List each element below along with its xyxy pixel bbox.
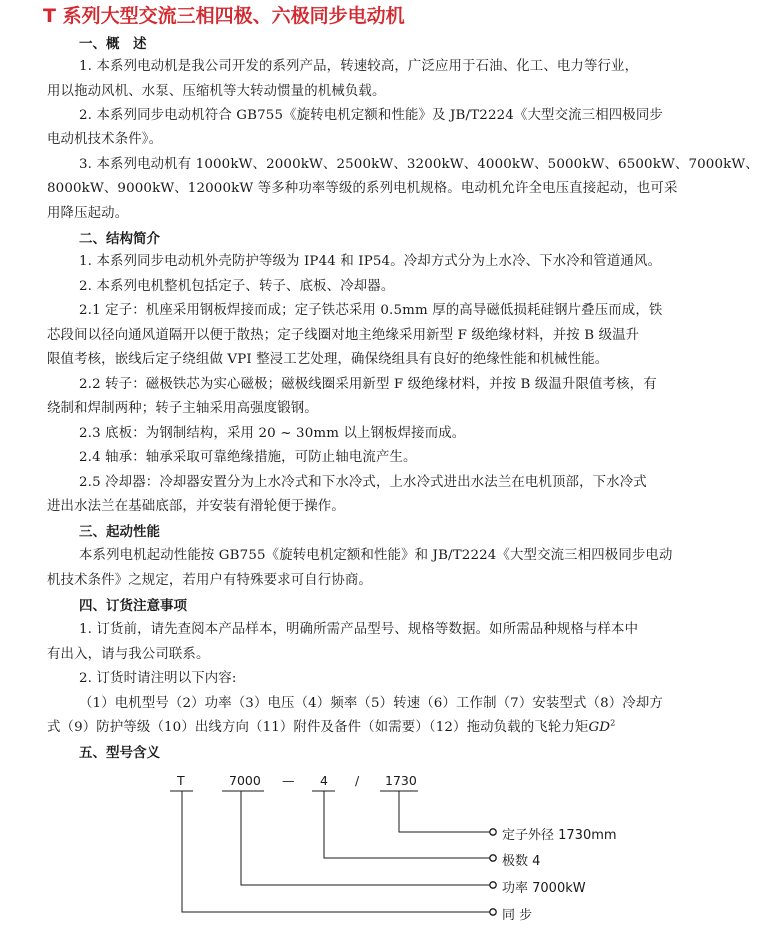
ordering-items-text: 式（9）防护等级（10）出线方向（11）附件及备件（如需要）（12）拖动负载的飞轮力矩: [47, 720, 589, 735]
baseplate-line: 2.3 底板：为钢制结构，采用 20 ~ 30mm 以上钢板焊接而成。: [79, 426, 466, 441]
flywheel-torque-exponent: 2: [610, 718, 616, 728]
bullet-sync: [490, 909, 496, 915]
ordering-paragraph-1-line-1: 1. 订货前，请先查阅本产品样本，明确所需产品型号、规格等数据。如所需品种规格与样本中: [79, 622, 639, 637]
page-title: T 系列大型交流三相四极、六极同步电动机: [43, 5, 405, 27]
section-heading-overview: 一、概 述: [79, 36, 147, 52]
ordering-paragraph-2: 2. 订货时请注明以下内容:: [79, 671, 237, 686]
label-power: 功率 7000kW: [502, 881, 586, 896]
stator-line-3: 限值考核，嵌线后定子绕组做 VPI 整浸工艺处理，确保绕组具有良好的绝缘性能和机械性能。: [47, 352, 609, 367]
overview-paragraph-1-line-1: 1. 本系列电动机是我公司开发的系列产品，转速较高，广泛应用于石油、化工、电力等行业，: [79, 59, 639, 74]
starting-line-1: 本系列电机起动性能按 GB755《旋转电机定额和性能》和 JB/T2224《大型交流三相四极同步电动: [79, 548, 673, 563]
structure-paragraph-2: 2. 本系列电机整机包括定子、转子、底板、冷却器。: [79, 279, 395, 294]
ordering-items-line-1: （1）电机型号（2）功率（3）电压（4）频率（5）转速（6）工作制（7）安装型式（8）冷却方: [79, 696, 663, 711]
flywheel-torque-symbol: GD: [588, 720, 611, 735]
model-code-t: T: [177, 773, 185, 788]
leader-sync: [182, 791, 490, 912]
model-code-poles: 4: [320, 773, 328, 788]
section-heading-structure: 二、结构简介: [79, 231, 160, 247]
structure-paragraph-1: 1. 本系列同步电动机外壳防护等级为 IP44 和 IP54。冷却方式分为上水冷、下水冷和管道通风。: [79, 254, 662, 269]
overview-paragraph-1-line-2: 用以拖动风机、水泵、压缩机等大转动惯量的机械负载。: [47, 84, 386, 99]
section-heading-model: 五、型号含义: [79, 745, 160, 761]
bearing-line: 2.4 轴承：轴承采取可靠绝缘措施，可防止轴电流产生。: [79, 450, 417, 465]
model-code-diameter: 1730: [385, 773, 417, 788]
rotor-line-2: 绕制和焊制两种；转子主轴采用高强度锻钢。: [47, 401, 318, 416]
section-heading-starting: 三、起动性能: [79, 524, 160, 540]
leader-power: [241, 791, 490, 885]
starting-line-2: 机技术条件》之规定，若用户有特殊要求可自行协商。: [47, 573, 372, 588]
overview-paragraph-3-line-3: 用降压起动。: [47, 206, 129, 221]
rotor-line-1: 2.2 转子：磁极铁芯为实心磁极；磁极线圈采用新型 F 级绝缘材料，并按 B 级温升限值考核，有: [79, 377, 657, 392]
leader-diameter: [399, 791, 490, 832]
ordering-paragraph-1-line-2: 有出入，请与我公司联系。: [47, 647, 210, 662]
label-stator-diameter: 定子外径 1730mm: [502, 828, 617, 843]
overview-paragraph-2-line-2: 电动机技术条件》。: [47, 132, 163, 147]
cooler-line-1: 2.5 冷却器：冷却器安置分为上水冷式和下水冷式，上水冷式进出水法兰在电机顶部，下水冷式: [79, 475, 647, 490]
section-heading-ordering: 四、订货注意事项: [79, 598, 187, 614]
bullet-poles: [490, 855, 496, 861]
overview-paragraph-3-line-1: 3. 本系列电动机有 1000kW、2000kW、2500kW、3200kW、4000kW、5000kW、6500kW、7000kW、: [79, 157, 759, 172]
label-poles: 极数 4: [502, 854, 541, 869]
stator-line-2: 芯段间以径向通风道隔开以便于散热；定子线圈对地主绝缘采用新型 F 级绝缘材料，并按 B 级温升: [47, 328, 640, 343]
model-code-slash: /: [355, 773, 360, 788]
model-code-dash: —: [282, 773, 295, 788]
overview-paragraph-3-line-2: 8000kW、9000kW、12000kW 等多种功率等级的系列电机规格。电动机允许全电压直接起动，也可采: [47, 181, 678, 196]
leader-poles: [324, 791, 490, 858]
bullet-diameter: [490, 829, 496, 835]
cooler-line-2: 进出水法兰在基础底部，并安装有滑轮便于操作。: [47, 499, 345, 514]
bullet-power: [490, 882, 496, 888]
stator-line-1: 2.1 定子：机座采用钢板焊接而成；定子铁芯采用 0.5mm 厚的高导磁低损耗硅钢片叠压而成，铁: [79, 303, 663, 318]
label-synchronous: 同 步: [502, 908, 533, 923]
overview-paragraph-2-line-1: 2. 本系列同步电动机符合 GB755《旋转电机定额和性能》及 JB/T2224《大型交流三相四极同步: [79, 108, 663, 123]
model-code-power: 7000: [229, 773, 261, 788]
